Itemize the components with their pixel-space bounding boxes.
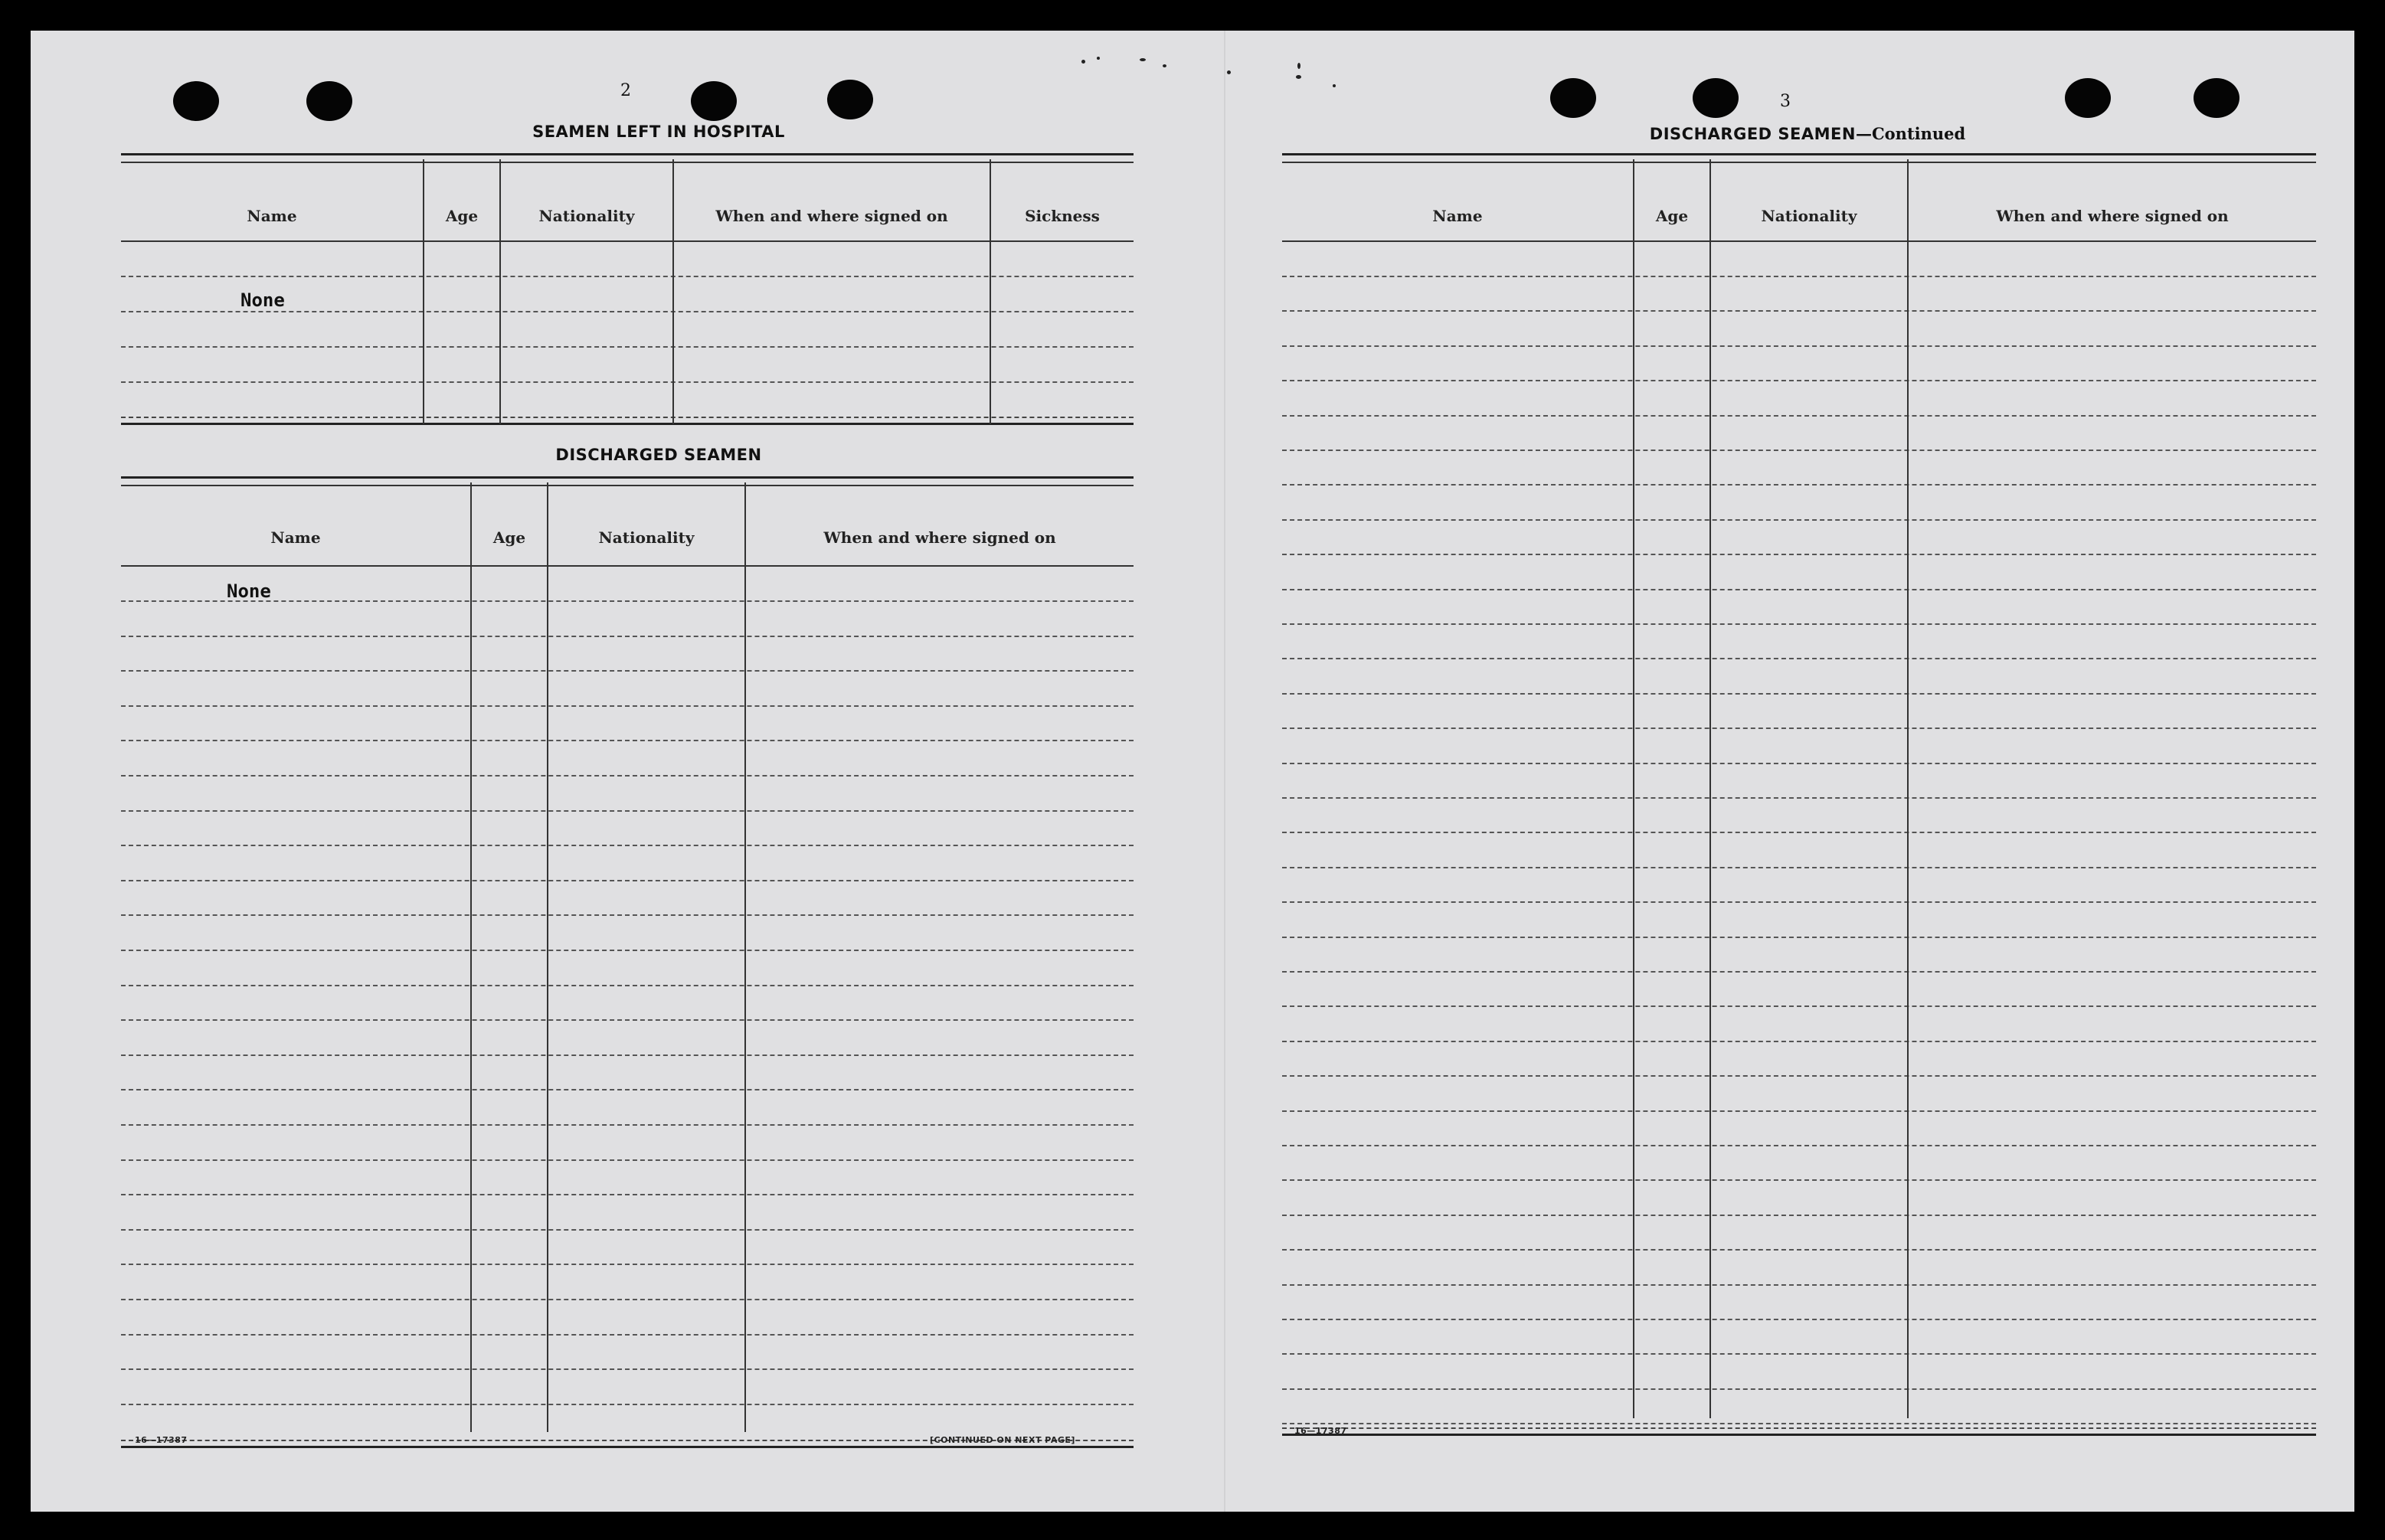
ruled-line [121, 705, 1134, 707]
ruled-line [121, 810, 1134, 812]
ruled-line [1282, 867, 2316, 868]
ruled-line [1282, 589, 2316, 590]
ruled-line [1282, 1249, 2316, 1251]
ruled-line [121, 1299, 1134, 1300]
ruled-line [121, 1334, 1134, 1336]
ruled-line [1282, 450, 2316, 451]
ruled-line [121, 985, 1134, 986]
ruled-line [1282, 1284, 2316, 1286]
column-header: Name [1432, 207, 1483, 225]
ink-speck [1333, 84, 1336, 87]
ruled-line [1282, 345, 2316, 347]
column-header: Name [247, 207, 297, 225]
ink-speck [1297, 63, 1300, 69]
ruled-line [1282, 727, 2316, 729]
punch-hole [691, 81, 737, 121]
ruled-line [1282, 658, 2316, 659]
discharged-continued-table [1282, 153, 2316, 1437]
section-title-discharged-continued [1555, 124, 2060, 143]
ruled-line [121, 914, 1134, 916]
punch-hole [827, 80, 873, 119]
ruled-line [1282, 832, 2316, 833]
punch-hole [173, 81, 219, 121]
ruled-line [1282, 693, 2316, 695]
ruled-line [1282, 623, 2316, 625]
ruled-line [1282, 276, 2316, 277]
ink-speck [1163, 64, 1166, 67]
ruled-line [1282, 554, 2316, 555]
ruled-line [121, 1368, 1134, 1370]
ruled-line [1282, 763, 2316, 764]
ruled-line [1282, 1388, 2316, 1390]
typed-entry-none: None [240, 289, 285, 311]
ruled-line [1282, 1075, 2316, 1077]
section-title-suffix: —Continued [1855, 124, 1966, 143]
ruled-line [1282, 797, 2316, 799]
page-number: 2 [620, 81, 631, 100]
ruled-line [1282, 380, 2316, 381]
ruled-line [121, 775, 1134, 777]
punch-hole [1693, 78, 1739, 118]
ink-speck [1097, 57, 1100, 60]
column-header: Name [270, 528, 321, 547]
column-header: Age [1655, 207, 1689, 225]
ruled-line [121, 670, 1134, 672]
column-header: Age [492, 528, 526, 547]
bottom-rule [1282, 1427, 2316, 1436]
ruled-line [121, 1019, 1134, 1021]
ruled-line [121, 1264, 1134, 1265]
punch-hole [306, 81, 352, 121]
ruled-line [1282, 310, 2316, 312]
punch-hole [2065, 78, 2111, 118]
column-header: Sickness [1025, 207, 1100, 225]
form-code: 16—17387 [1294, 1426, 1347, 1436]
ink-speck [1140, 58, 1146, 61]
column-header: When and where signed on [715, 207, 948, 225]
column-header: When and where signed on [823, 528, 1056, 547]
column-header: Nationality [1761, 207, 1857, 225]
ruled-line [1282, 519, 2316, 521]
page-number: 3 [1780, 92, 1791, 111]
punch-hole [2194, 78, 2239, 118]
section-title-hospital: SEAMEN LEFT IN HOSPITAL [532, 123, 785, 141]
ruled-line [121, 1054, 1134, 1056]
ruled-line [121, 600, 1134, 602]
ruled-line [121, 1229, 1134, 1231]
ruled-line [121, 1194, 1134, 1195]
column-header: When and where signed on [1996, 207, 2229, 225]
column-header: Nationality [538, 207, 635, 225]
ruled-line [1282, 1005, 2316, 1007]
typed-entry-none: None [227, 580, 271, 602]
ruled-line [1282, 484, 2316, 486]
center-fold [1224, 31, 1225, 1512]
column-header: Age [445, 207, 479, 225]
column-header: Nationality [598, 528, 695, 547]
ruled-line [121, 880, 1134, 881]
ruled-line [1282, 1215, 2316, 1216]
ruled-line [1282, 901, 2316, 903]
discharged-table [121, 476, 1134, 1450]
ruled-line [1282, 415, 2316, 417]
ruled-line [1282, 1110, 2316, 1112]
ruled-line [1282, 1145, 2316, 1146]
ruled-line [121, 845, 1134, 846]
ruled-line [1282, 971, 2316, 973]
ink-speck [1227, 70, 1231, 74]
document-sheet [31, 31, 2354, 1512]
ruled-line [121, 950, 1134, 951]
ruled-line [121, 1089, 1134, 1090]
section-title-discharged: DISCHARGED SEAMEN [555, 446, 762, 464]
ruled-line [1282, 937, 2316, 938]
ruled-line [1282, 1179, 2316, 1181]
ruled-line [121, 1404, 1134, 1405]
form-code: 16—17387 [135, 1435, 188, 1445]
ink-speck [1296, 75, 1301, 79]
punch-hole [1550, 78, 1596, 118]
ruled-line [1282, 1353, 2316, 1355]
section-title-text: DISCHARGED SEAMEN [1649, 125, 1856, 143]
ruled-line [121, 1159, 1134, 1161]
ruled-line [1282, 1423, 2316, 1424]
ruled-line [1282, 1319, 2316, 1320]
ruled-line [1282, 1041, 2316, 1042]
ruled-line [121, 1124, 1134, 1126]
continued-note: [CONTINUED ON NEXT PAGE] [930, 1435, 1075, 1445]
ruled-line [121, 636, 1134, 637]
ruled-line [121, 740, 1134, 741]
ink-speck [1081, 60, 1085, 64]
hospital-table [121, 153, 1134, 430]
